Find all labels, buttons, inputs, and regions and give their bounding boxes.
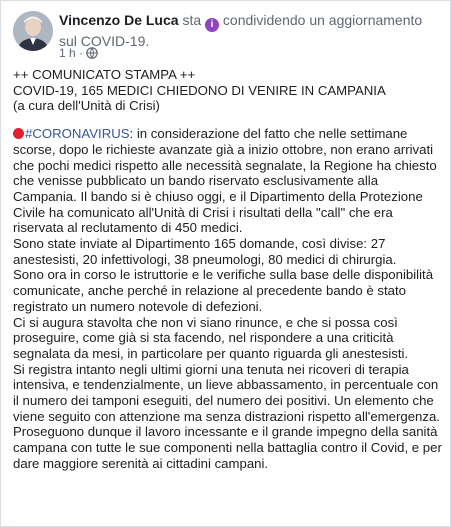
globe-icon[interactable] [86, 47, 98, 62]
meta-separator: · [79, 46, 84, 60]
post-paragraph-3: Sono ora in corso le istruttorie e le verifiche sulla base delle disponibilità comunicate, anche perché in relazione al precedente bando è stato registrato un numero notevole di defezioni. [13, 267, 434, 314]
post-heading-2: COVID-19, 165 MEDICI CHIEDONO DI VENIRE IN CAMPANIA [13, 82, 386, 98]
post-meta [59, 46, 98, 62]
info-icon: i [205, 18, 219, 32]
post-header-text [59, 11, 442, 50]
post-paragraph-2: Sono state inviate al Dipartimento 165 domande, così divise: 27 anestesisti, 20 infettivologi, 38 pneumologi, 80 medici di chirurgia. [13, 236, 397, 267]
avatar[interactable] [13, 11, 53, 51]
post-time[interactable]: 1 h [59, 46, 76, 60]
activity-prefix: sta [182, 12, 202, 28]
post-paragraph-5: Si registra intanto negli ultimi giorni una tenuta nei ricoveri di terapia intensiva, e tendenzialmente, un lieve abbassamento, in percentuale con il numero dei tamponi eseguiti, del numero dei positivi. Un elemento che viene seguito con attenzione ma senza distrazioni rispetto all'emergenza. Proseguono dunque il lavoro incessante e il grande impegno della sanità campana con tutte le sue componenti nella battaglia contro il Covid, e per dare maggiore serenità ai cittadini campani. [13, 361, 442, 471]
post-paragraph-4: Ci si augura stavolta che non vi siano rinunce, e che si possa così proseguire, come già si sta facendo, nel rispondere a una criticità segnalata da mesi, in particolare per quanto riguarda gli anestesisti. [13, 314, 409, 361]
author-name[interactable]: Vincenzo De Luca [59, 12, 179, 28]
red-circle-icon [13, 128, 24, 139]
post-paragraph-1 [13, 126, 443, 236]
profile-photo-icon [13, 11, 53, 51]
activity-text: condividendo un aggiornamento sul COVID-19. [59, 12, 423, 49]
spacer [13, 114, 443, 126]
post-body [13, 67, 443, 472]
post-header [13, 9, 442, 61]
post-heading-1: ++ COMUNICATO STAMPA ++ [13, 67, 196, 82]
post-heading-3: (a cura dell'Unità di Crisi) [13, 98, 160, 114]
hashtag-link[interactable]: #CORONAVIRUS [25, 126, 130, 142]
paragraph-1-text: : in considerazione del fatto che nelle settimane scorse, dopo le richieste avanzate già a inizio ottobre, non erano arrivati che pochi medici rispetto alle necessità segnalate, la Regione ha chiesto che venisse pubblicato un bando riservato esclusivamente alla Campania. Il bando si è chiuso oggi, e il Dipartimento della Protezione Civile ha comunicato all'Unità di Crisi i risultati della "call" che era riservata al reclutamento di 450 medici. [13, 126, 437, 236]
